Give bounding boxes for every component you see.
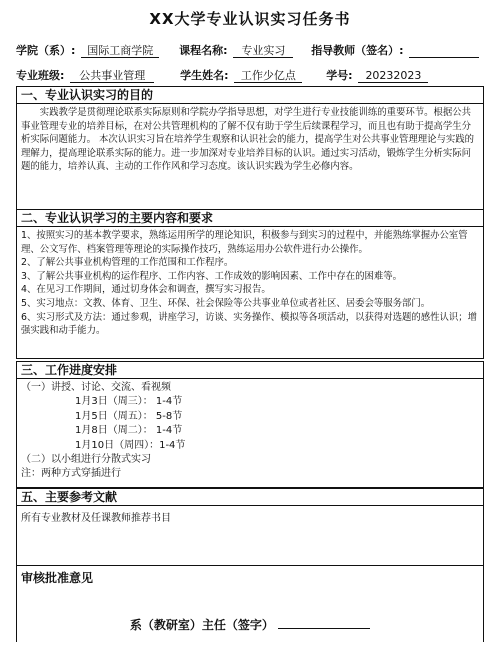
header-row-2 (16, 67, 484, 83)
director-signature-label: 系（教研室）主任（签字） (129, 618, 274, 632)
section-purpose-heading: 一、专业认识实习的目的 (17, 87, 483, 104)
schedule-item: 1月3日（周三）： 1-4节 (75, 396, 183, 408)
section-content-heading: 二、专业认识学习的主要内容和要求 (17, 210, 483, 227)
student-id-label: 学号: (326, 69, 353, 82)
content-item: 4、在见习工作期间，通过切身体会和调查，撰写实习报告。 (21, 284, 271, 296)
schedule-subheading: （一）讲授、讨论、交流、看视频 (21, 382, 171, 393)
content-item: 6、实习形式及方法：通过参观，讲座学习，访谈、实务操作、模拟等各项活动，以获得对选题的感性认识；增强实践和动手能力。 (21, 311, 477, 337)
student-value: 工作少亿点 (234, 69, 302, 83)
teacher-label: 指导教师（签名）: (311, 44, 404, 57)
content-item: 1、按照实习的基本教学要求，熟练运用所学的理论知识，积极参与到实习的过程中，并能熟练掌握办公室管理、公文写作、档案管理等理论的实际操作技巧，熟练运用办公软件进行办公操作。 (21, 230, 468, 255)
schedule-item: 1月5日（周五）： 5-8节 (75, 410, 183, 422)
college-value: 国际工商学院 (81, 44, 159, 58)
section-schedule-body (17, 379, 483, 482)
section-schedule (16, 361, 484, 488)
header-row-1 (16, 42, 484, 58)
director-signature-field (278, 616, 370, 629)
schedule-item: 1月8日（周二）： 1-4节 (75, 425, 183, 437)
section-purpose (16, 86, 484, 210)
student-id-value: 20232023 (358, 69, 428, 83)
content-item: 5、实习地点：文教、体育、卫生、环保、社会保险等公共事业单位或者社区、居委会等服务部门。 (21, 297, 431, 309)
schedule-item: 1月10日（周四）：1-4节 (75, 439, 186, 451)
content-item: 3、了解公共事业机构的运作程序、工作内容、工作成效的影响因素、工作中存在的困难等。 (21, 270, 402, 282)
section-content-list (17, 227, 483, 338)
schedule-note: 注：两种方式穿插进行 (21, 468, 121, 480)
section-references (16, 488, 484, 566)
content-item: 2、了解公共事业机构管理的工作范围和工作程序。 (21, 257, 234, 269)
section-references-heading: 五、主要参考文献 (17, 489, 483, 506)
section-content (16, 209, 484, 359)
class-value: 公共事业管理 (70, 69, 154, 83)
director-signature-row (16, 616, 484, 633)
document-title: XX大学专业认识实习任务书 (149, 10, 351, 28)
schedule-subheading-2: （二）以小组进行分散式实习 (21, 454, 151, 466)
class-label: 专业班级: (16, 69, 65, 82)
student-label: 学生姓名: (180, 69, 229, 82)
college-label: 学院（系）: (16, 44, 76, 57)
course-value: 专业实习 (233, 44, 293, 58)
section-references-text: 所有专业教材及任课教师推荐书目 (21, 513, 171, 524)
review-heading: 审核批准意见 (21, 571, 94, 585)
teacher-signature-field (409, 44, 479, 58)
section-schedule-heading: 三、工作进度安排 (17, 362, 483, 379)
section-purpose-text: 实践教学是贯彻理论联系实际原则和学院办学指导思想，对学生进行专业技能训练的重要环节。根据公共事业管理专业的培养目标，在对公共管理机构的了解不仅有助于学生后续课程学习，而且也有助于提高学生分析实际问题能力。 本次认识实习旨在培养学生观察和认识社会的能力，提高学生对公共事业管理理论与实践的理解力，提高理论联系实际的能力。进一步加深对专业培养目标的认识。通过实习活动，锻炼学生分析实际问题的能力，培养认真、主动的工作作风和学习态度。该认识实践为学生必修内容。 (21, 107, 474, 173)
course-label: 课程名称: (179, 44, 228, 57)
